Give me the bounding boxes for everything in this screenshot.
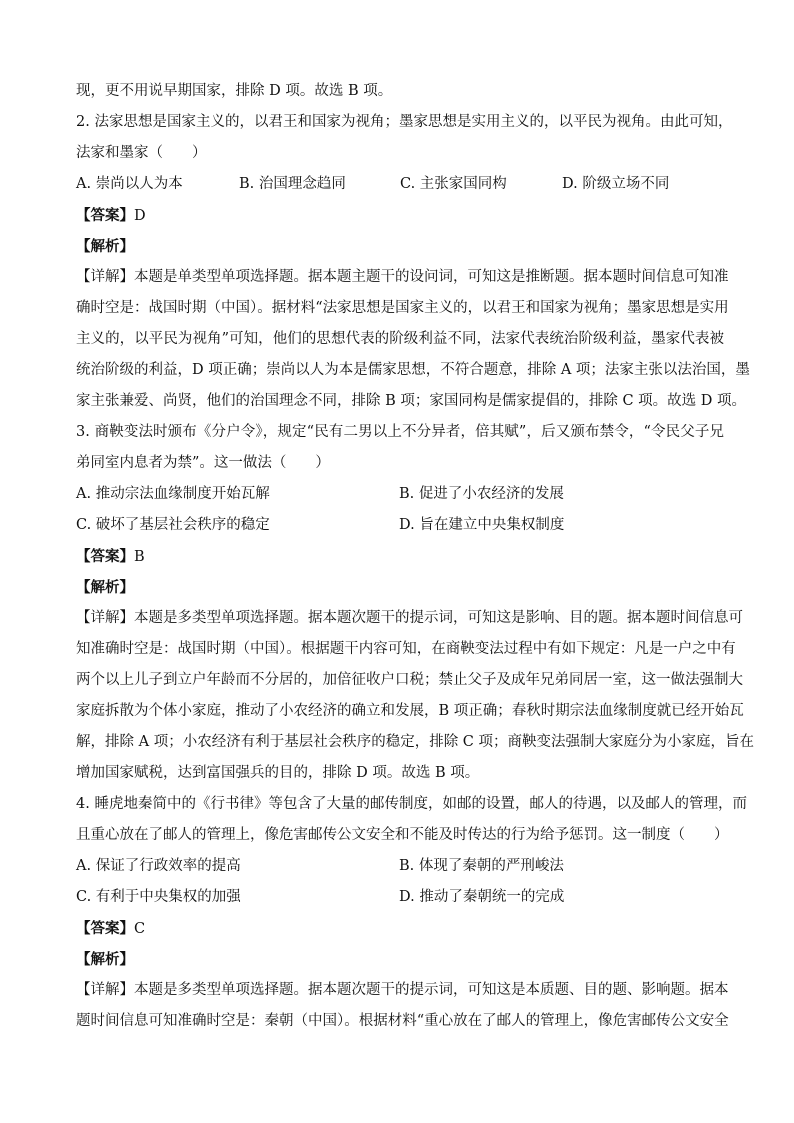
detail-line: 【详解】本题是多类型单项选择题。据本题次题干的提示词，可知这是影响、目的题。据本题时间信息可 bbox=[76, 610, 743, 626]
option-c: C. 主张家国同构 bbox=[400, 176, 507, 192]
answer-value: D bbox=[134, 208, 146, 224]
question-3-options-row-2 bbox=[76, 510, 724, 541]
option-b: B. 治国理念趋同 bbox=[239, 176, 346, 192]
option-a: A. 保证了行政效率的提高 bbox=[76, 858, 241, 874]
answer-value: C bbox=[134, 921, 146, 937]
option-a: A. 崇尚以人为本 bbox=[76, 176, 183, 192]
option-c: C. 破坏了基层社会秩序的稳定 bbox=[76, 517, 270, 533]
option-d: D. 阶级立场不同 bbox=[562, 176, 670, 192]
detail-line: 两个以上儿子到立户年龄而不分居的，加倍征收户口税；禁止父子及成年兄弟同居一室，这一做法强制大 bbox=[76, 672, 743, 688]
question-4-options-row-2 bbox=[76, 882, 724, 913]
question-2-answer bbox=[76, 200, 724, 231]
question-4-answer bbox=[76, 913, 724, 944]
question-3-options-row-1 bbox=[76, 479, 724, 510]
detail-line: 家庭拆散为个体小家庭，推动了小农经济的确立和发展，B 项正确；春秋时期宗法血缘制度就已经开始瓦 bbox=[76, 703, 744, 719]
option-b: B. 促进了小农经济的发展 bbox=[399, 486, 564, 502]
option-d: D. 推动了秦朝统一的完成 bbox=[399, 889, 565, 905]
question-2-stem: 2. 法家思想是国家主义的，以君王和国家为视角；墨家思想是实用主义的，以平民为视角。由此可知， bbox=[76, 114, 733, 130]
answer-value: B bbox=[134, 549, 145, 565]
question-2-stem-cont: 法家和墨家（ ） bbox=[76, 145, 207, 161]
answer-label: 【答案】 bbox=[76, 920, 134, 937]
question-3-stem: 3. 商鞅变法时颁布《分户令》，规定“民有二男以上不分异者，倍其赋”，后又颁布禁令，“令民父子兄 bbox=[76, 424, 724, 440]
document-page bbox=[76, 76, 754, 1037]
question-4-options-row-1 bbox=[76, 851, 724, 882]
question-4-stem-cont: 且重心放在了邮人的管理上，像危害邮传公文安全和不能及时传达的行为给予惩罚。这一制度（ ） bbox=[76, 827, 729, 843]
detail-line: 题时间信息可知准确时空是：秦朝（中国）。根据材料“重心放在了邮人的管理上，像危害邮传公文安全 bbox=[76, 1013, 729, 1029]
detail-line: 家主张兼爱、尚贤，他们的治国理念不同，排除 B 项；家国同构是儒家提倡的，排除 C 项。故选 D 项。 bbox=[76, 393, 747, 409]
question-2-options bbox=[76, 169, 724, 200]
analysis-label: 【解析】 bbox=[76, 579, 134, 596]
question-3-stem-cont: 弟同室内息者为禁”。这一做法（ ） bbox=[76, 455, 330, 471]
detail-line: 知准确时空是：战国时期（中国）。根据题干内容可知，在商鞅变法过程中有如下规定：凡是一户之中有 bbox=[76, 641, 736, 657]
answer-label: 【答案】 bbox=[76, 548, 134, 565]
option-a: A. 推动宗法血缘制度开始瓦解 bbox=[76, 486, 270, 502]
analysis-label: 【解析】 bbox=[76, 238, 134, 255]
detail-line: 增加国家赋税，达到富国强兵的目的，排除 D 项。故选 B 项。 bbox=[76, 765, 480, 781]
detail-line: 【详解】本题是单类型单项选择题。据本题主题干的设问词，可知这是推断题。据本题时间信息可知准 bbox=[76, 269, 729, 285]
option-c: C. 有利于中央集权的加强 bbox=[76, 889, 241, 905]
detail-line: 主义的，以平民为视角”可知，他们的思想代表的阶级利益不同，法家代表统治阶级利益，墨家代表被 bbox=[76, 331, 724, 347]
text-line: 现，更不用说早期国家，排除 D 项。故选 B 项。 bbox=[76, 83, 393, 99]
detail-line: 解，排除 A 项；小农经济有利于基层社会秩序的稳定，排除 C 项；商鞅变法强制大家庭分为小家庭，旨在 bbox=[76, 734, 754, 750]
answer-label: 【答案】 bbox=[76, 207, 134, 224]
option-b: B. 体现了秦朝的严刑峻法 bbox=[399, 858, 564, 874]
option-d: D. 旨在建立中央集权制度 bbox=[399, 517, 565, 533]
question-3-answer bbox=[76, 541, 724, 572]
analysis-label: 【解析】 bbox=[76, 951, 134, 968]
detail-line: 确时空是：战国时期（中国）。据材料“法家思想是国家主义的，以君王和国家为视角；墨家思想是实用 bbox=[76, 300, 729, 316]
detail-line: 统治阶级的利益，D 项正确；崇尚以人为本是儒家思想，不符合题意，排除 A 项；法家主张以法治国，墨 bbox=[76, 362, 750, 378]
detail-line: 【详解】本题是多类型单项选择题。据本题次题干的提示词，可知这是本质题、目的题、影响题。据本 bbox=[76, 982, 729, 998]
question-4-stem: 4. 睡虎地秦简中的《行书律》等包含了大量的邮传制度，如邮的设置，邮人的待遇，以及邮人的管理，而 bbox=[76, 796, 747, 812]
